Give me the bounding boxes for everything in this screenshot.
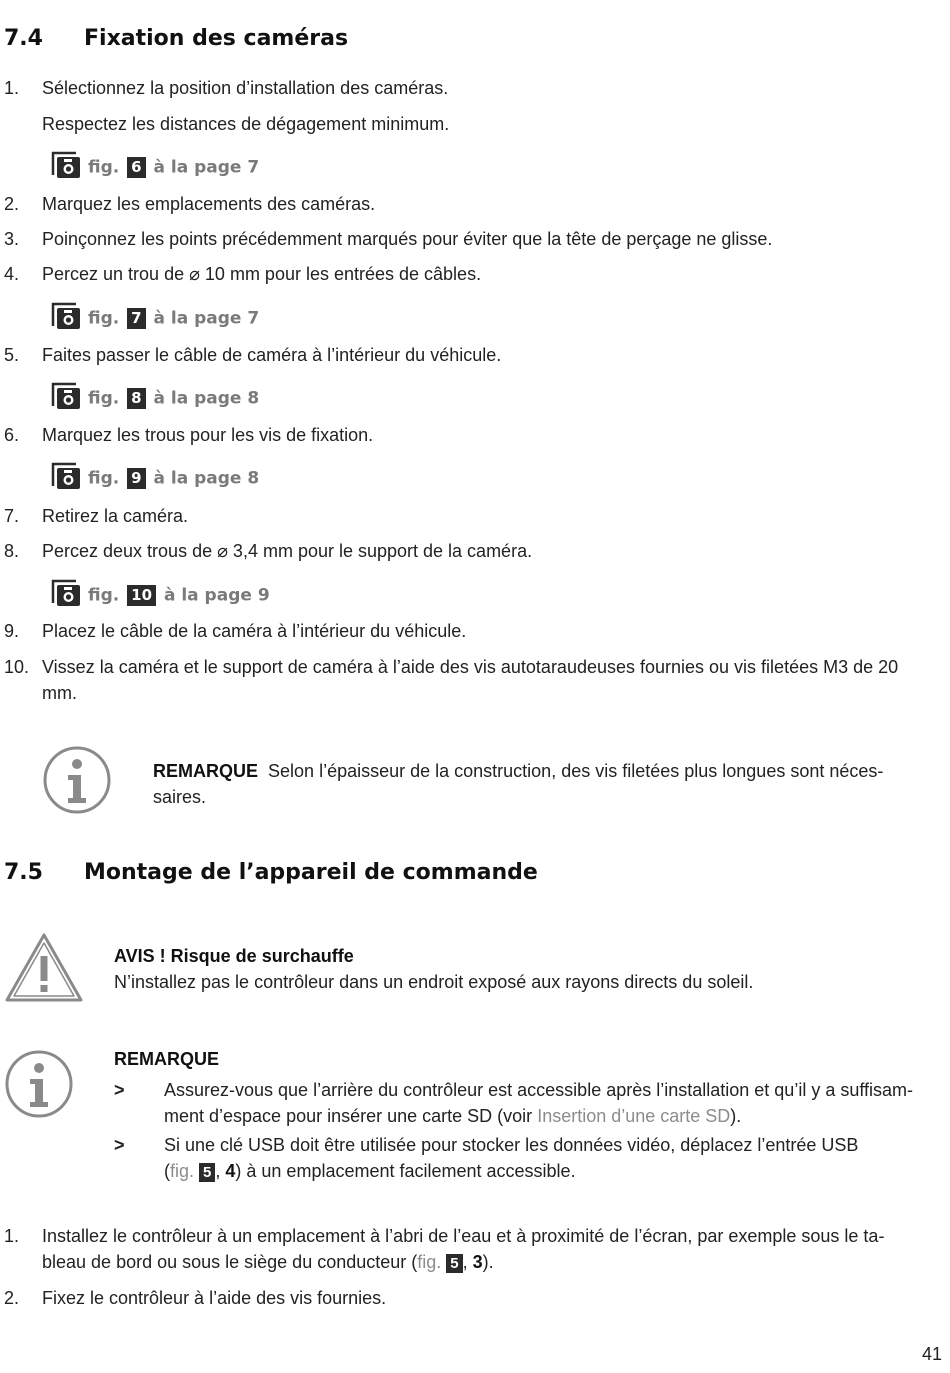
step-line: bleau de bord ou sous le siège du conducteur ( bbox=[42, 1252, 418, 1272]
figure-number: 5 bbox=[199, 1163, 215, 1182]
figure-page: à la page 8 bbox=[153, 388, 260, 409]
sd-card-link[interactable]: Insertion d’une carte SD bbox=[537, 1106, 731, 1126]
camera-icon bbox=[50, 150, 82, 185]
step-number: 9. bbox=[4, 621, 20, 641]
step-text: Fixez le contrôleur à l’aide des vis fournies. bbox=[42, 1288, 387, 1308]
figure-number: 7 bbox=[127, 308, 145, 329]
list-item bbox=[4, 422, 924, 448]
list-item bbox=[4, 1223, 924, 1275]
step-number: 10. bbox=[4, 657, 30, 677]
list-item bbox=[4, 1285, 924, 1311]
note-text-continued: saires. bbox=[153, 787, 207, 807]
figure-number: 9 bbox=[127, 468, 145, 489]
figure-item: 4 bbox=[225, 1161, 236, 1181]
list-item bbox=[4, 75, 924, 101]
list-item bbox=[4, 538, 924, 564]
figure-number: 10 bbox=[127, 585, 156, 606]
figure-label: fig. bbox=[88, 388, 120, 409]
figure-label: fig. bbox=[88, 468, 120, 489]
list-item bbox=[114, 1077, 944, 1129]
bullet-line: ment d’espace pour insérer une carte SD (voir bbox=[164, 1106, 538, 1126]
figure-number: 8 bbox=[127, 388, 145, 409]
figure-reference[interactable] bbox=[50, 461, 259, 491]
list-item bbox=[4, 618, 924, 644]
notice-block bbox=[114, 943, 914, 995]
section-number: 7.5 bbox=[4, 860, 43, 885]
section-title: Montage de l’appareil de commande bbox=[84, 860, 538, 885]
camera-icon bbox=[50, 461, 82, 496]
bullet-marker: > bbox=[114, 1135, 125, 1155]
figure-reference[interactable] bbox=[50, 301, 259, 331]
step-text: Sélectionnez la position d’installation des caméras. bbox=[42, 78, 449, 98]
step-text: Poinçonnez les points précédemment marqués pour éviter que la tête de perçage ne glisse. bbox=[42, 229, 773, 249]
step-text: Faites passer le câble de caméra à l’intérieur du véhicule. bbox=[42, 345, 502, 365]
step-text: Vissez la caméra et le support de caméra à l’aide des vis autotaraudeuses fournies ou vis filetées M3 de 20 mm. bbox=[42, 657, 899, 703]
warning-triangle-icon bbox=[4, 932, 84, 1004]
step-number: 2. bbox=[4, 194, 20, 214]
step-number: 8. bbox=[4, 541, 20, 561]
step-text: Marquez les trous pour les vis de fixation. bbox=[42, 425, 374, 445]
step-text: Placez le câble de la caméra à l’intérieur du véhicule. bbox=[42, 621, 467, 641]
step-text: Percez un trou de ⌀ 10 mm pour les entrées de câbles. bbox=[42, 264, 482, 284]
paren-open: ( bbox=[164, 1161, 170, 1181]
figure-reference[interactable] bbox=[50, 150, 259, 180]
step-number: 5. bbox=[4, 345, 20, 365]
info-icon bbox=[42, 745, 112, 815]
figure-number: 5 bbox=[446, 1254, 462, 1273]
step-text bbox=[42, 1223, 942, 1275]
comma: , bbox=[215, 1161, 226, 1181]
figure-number: 6 bbox=[127, 157, 145, 178]
camera-icon bbox=[50, 381, 82, 416]
bullet-marker: > bbox=[114, 1080, 125, 1100]
step-text: Marquez les emplacements des caméras. bbox=[42, 194, 376, 214]
note-label: REMARQUE bbox=[153, 761, 259, 781]
figure-reference[interactable] bbox=[50, 578, 270, 608]
figure-label: fig. bbox=[88, 585, 120, 606]
figure-label: fig. bbox=[88, 308, 120, 329]
step-number: 2. bbox=[4, 1288, 20, 1308]
info-icon bbox=[4, 1049, 74, 1119]
figure-link[interactable]: fig. bbox=[170, 1161, 195, 1181]
notice-text: N’installez pas le contrôleur dans un endroit exposé aux rayons directs du soleil. bbox=[114, 972, 754, 992]
step-number: 1. bbox=[4, 1226, 20, 1246]
note-label: REMARQUE bbox=[114, 1049, 220, 1069]
step-text: Percez deux trous de ⌀ 3,4 mm pour le support de la caméra. bbox=[42, 541, 533, 561]
bullet-line: Si une clé USB doit être utilisée pour stocker les données vidéo, déplacez l’entrée USB bbox=[164, 1135, 859, 1155]
list-item bbox=[4, 261, 924, 287]
section-heading-7-5 bbox=[4, 860, 704, 892]
bullet-line: Assurez-vous que l’arrière du contrôleur est accessible après l’installation et qu’il y a suffisam- bbox=[164, 1080, 914, 1100]
step-number: 7. bbox=[4, 506, 20, 526]
figure-page: à la page 8 bbox=[153, 468, 260, 489]
bullet-line-end: ). bbox=[730, 1106, 742, 1126]
step-number: 4. bbox=[4, 264, 20, 284]
bullet-line-end: ) à un emplacement facilement accessible. bbox=[235, 1161, 576, 1181]
figure-label: fig. bbox=[88, 157, 120, 178]
step-number: 3. bbox=[4, 229, 20, 249]
bullet-text bbox=[164, 1132, 950, 1184]
section-title: Fixation des caméras bbox=[84, 26, 349, 51]
camera-icon bbox=[50, 578, 82, 613]
figure-link[interactable]: fig. bbox=[417, 1252, 442, 1272]
bullet-text bbox=[164, 1077, 950, 1129]
step-text: Retirez la caméra. bbox=[42, 506, 189, 526]
step-number: 6. bbox=[4, 425, 20, 445]
figure-page: à la page 9 bbox=[163, 585, 270, 606]
list-item bbox=[4, 226, 924, 252]
note-text: Selon l’épaisseur de la construction, des vis filetées plus longues sont néces- bbox=[268, 761, 884, 781]
camera-icon bbox=[50, 301, 82, 336]
list-item bbox=[4, 342, 924, 368]
step-line-end: ). bbox=[482, 1252, 494, 1272]
step-line: Installez le contrôleur à un emplacement à l’abri de l’eau et à proximité de l’écran, par exemple sous le ta- bbox=[42, 1226, 885, 1246]
list-item bbox=[114, 1132, 944, 1184]
page-number: 41 bbox=[922, 1344, 943, 1364]
list-item bbox=[4, 191, 924, 217]
comma: , bbox=[462, 1252, 473, 1272]
section-number: 7.4 bbox=[4, 26, 43, 51]
figure-page: à la page 7 bbox=[153, 308, 260, 329]
list-item bbox=[4, 654, 924, 706]
figure-item: 3 bbox=[472, 1252, 483, 1272]
section-heading-7-4 bbox=[4, 26, 604, 58]
notice-title: AVIS ! Risque de surchauffe bbox=[114, 946, 354, 966]
step-number: 1. bbox=[4, 78, 20, 98]
figure-page: à la page 7 bbox=[153, 157, 260, 178]
step-subtext: Respectez les distances de dégagement minimum. bbox=[42, 114, 450, 134]
figure-reference[interactable] bbox=[50, 381, 259, 411]
note-block bbox=[153, 758, 923, 810]
list-item bbox=[4, 503, 924, 529]
